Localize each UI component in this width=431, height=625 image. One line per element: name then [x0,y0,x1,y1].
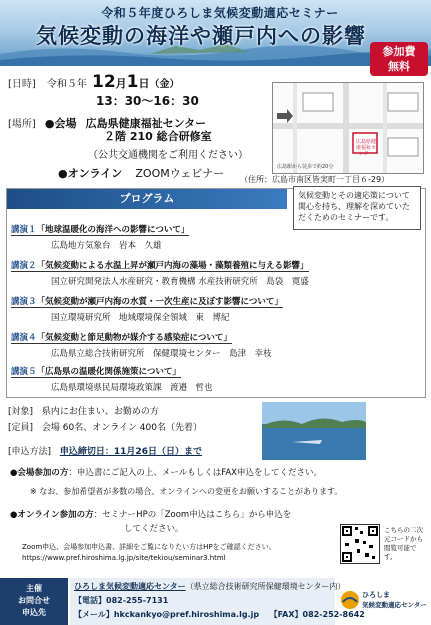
deadline: 申込締切日：11月26日（日）まで [59,447,202,457]
lecture-5-title: 講演５「広島県の温暖化関係施策について」 [11,367,181,377]
fee-value: 無料 [388,60,410,73]
lecture-1-title: 講演１「地球温暖化の海洋への影響について」 [11,225,190,235]
program-heading: プログラム [7,189,287,209]
logo-mark-icon [340,590,360,610]
online-platform: ZOOMウェビナー [135,167,225,180]
target-label: [対象] [8,407,34,417]
target-value: 県内にお住まい、お勤めの方 [41,407,159,417]
lecture-2-speaker: 国立研究開発法人水産研究・教育機構 水産技術研究所 島袋 寛盛 [51,277,309,287]
venue-name: 広島県健康福祉センター [85,117,207,130]
lecture-4-speaker: 広島県立総合技術研究所 保健環境センター 島津 幸枝 [51,349,272,359]
online-apply-row [10,508,291,520]
footer-mail-row [74,609,365,620]
seminar-subtitle: 令和５年度ひろしま気候変動適応セミナー [101,6,339,20]
apply-label: [申込方法] [8,447,52,457]
venue-room: ２階 210 総合研修室 [104,130,212,143]
footer-org: ひろしま気候変動適応センター [74,582,186,591]
capacity-value: 会場 60名、オンライン 400名（先着） [41,423,202,433]
lecture-5-speaker: 広島県環境県民局環境政策課 渡邉 哲也 [51,383,213,393]
map-venue-label: 広島県健康福祉センター [355,139,376,157]
logo-text-1: ひろしま [362,591,390,599]
program-section [6,188,426,398]
seminar-description-bubble: 気候変動とその適応策について関心を持ち、理解を深めていただくためのセミナーです。 [293,186,421,230]
footer-contact-info [70,578,365,625]
map-caption: 広島駅から徒歩で約20分 [277,164,334,170]
free-admission-badge [370,42,428,76]
fax-number: 082-252-8642 [302,610,365,619]
venue-apply-tag: ●会場参加の方 [10,468,69,478]
online-apply-text-2: してください。 [124,524,184,534]
lecture-2-title: 講演２「気候変動による水温上昇が瀬戸内海の藻場・藻類養殖に与える影響」 [11,261,309,271]
mail-address[interactable]: hkckankyo@pref.hiroshima.lg.jp [113,610,260,619]
date-weekday: （金） [149,79,180,90]
lecture-4-title: 講演４「気候変動と節足動物が媒介する感染症について」 [11,333,232,343]
qr-code[interactable] [340,524,380,564]
venue-apply-text: ：申込書にご記入の上、メールもしくはFAX申込をしてください。 [68,468,323,478]
map-graphic [273,83,424,174]
footer-org-sub: （県立総合技術研究所保健環境センター内） [185,582,346,591]
footer-label-inquiry: お問合せ [18,596,50,605]
seminar-url-link[interactable]: https://www.pref.hiroshima.lg.jp/site/tekiou/seminar3.html [22,554,226,562]
zoom-note: Zoom申込、会場参加申込書、詳細をご覧になりたい方はHPをご確認ください。 [22,543,276,551]
seminar-title: 気候変動の海洋や瀬戸内への影響 [36,24,366,48]
footer-contact-label [0,578,68,625]
center-logo [340,584,428,620]
mail-label: 【メール】 [74,610,114,619]
date-label: [日時] [8,79,36,90]
online-apply-text: ：セミナーHPの「Zoom申込はこちら」から申込を [93,510,292,520]
date-day-unit: 日 [138,77,150,90]
venue-tag: ●会場 [44,117,77,130]
date-month-unit: 月 [115,77,127,90]
place-label: [場所] [8,119,36,130]
date-month: 12 [92,72,116,92]
date-row [8,72,180,92]
venue-change-note: ※ なお、参加希望者が多数の場合、オンラインへの変更をお願いすることがあります。 [30,487,343,496]
time-range: 13：30～16：30 [96,94,199,108]
lecture-3-speaker: 国立環境研究所 地域環境保全領域 東 博紀 [51,313,230,323]
capacity-row [8,420,202,433]
date-day: 1 [126,72,139,92]
venue-apply-row [10,466,322,478]
access-map [272,82,424,174]
venue-address: （住所：広島市南区皆実町一丁目６-29） [240,175,390,184]
tel-label: 【電話】 [74,596,106,605]
transit-note: （公共交通機関をご利用ください） [88,150,248,161]
online-row [58,162,224,181]
online-tag: ●オンライン [58,167,123,180]
fax-label: 【FAX】 [269,610,303,619]
footer-org-row [74,581,345,592]
online-apply-tag: ●オンライン参加の方 [10,510,94,520]
target-row [8,404,159,417]
qr-code-icon [341,525,379,563]
date-year: 令和５年 [46,79,87,90]
footer-tel-row [74,595,168,606]
fee-label: 参加費 [382,45,416,58]
seto-inland-sea-photo [262,402,366,460]
footer-label-organizer: 主催 [26,584,42,593]
footer [0,578,431,625]
footer-label-apply: 申込先 [22,608,46,617]
capacity-label: [定員] [8,423,34,433]
tel-number: 082-255-7131 [106,596,169,605]
qr-note: こちらの二次元コードから閲覧可能です。 [384,526,423,561]
lecture-1-speaker: 広島地方気象台 岩本 久雄 [51,241,162,251]
lecture-3-title: 講演３「気候変動が瀬戸内海の水質・一次生産に及ぼす影響について」 [11,297,283,307]
apply-row [8,444,202,457]
logo-text-2: 気候変動適応センター [362,601,427,609]
